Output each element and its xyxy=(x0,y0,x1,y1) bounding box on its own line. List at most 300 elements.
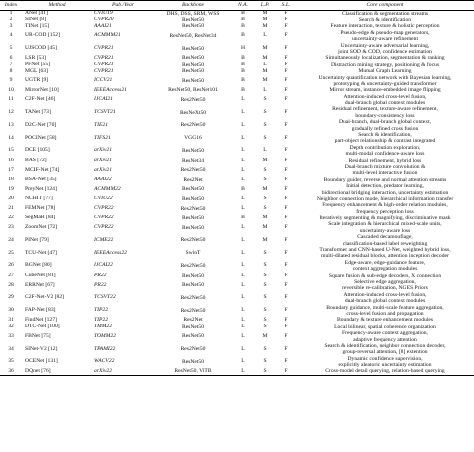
cell-core-component xyxy=(296,145,474,158)
table-row xyxy=(0,368,474,375)
cell-core-component-line: Frequency enhancement & high-order relation modules, xyxy=(322,202,448,209)
cell-index: 11 xyxy=(8,96,14,103)
cell-index: 21 xyxy=(8,204,14,211)
header-method: Method xyxy=(22,1,92,11)
cell-backbone-line: ResNet50 xyxy=(181,358,205,365)
cell-core-component-line: Classification & segmentation streams xyxy=(341,10,429,17)
cell-na: B xyxy=(241,185,245,192)
cell-sl: F xyxy=(284,77,288,84)
cell-method: ERRNet [67] xyxy=(25,281,55,288)
cell-method: FBNet [75] xyxy=(25,332,51,339)
cell-pub-year: WACV22 xyxy=(94,358,115,365)
cell-na: L xyxy=(241,307,245,314)
cell-na: B xyxy=(241,55,245,61)
cell-sl: F xyxy=(284,281,288,288)
cell-backbone-line: ResNet50 xyxy=(181,215,205,222)
cell-backbone-line: ResNet50 xyxy=(181,195,205,202)
header-index: Index xyxy=(0,1,22,11)
cell-backbone xyxy=(154,30,232,43)
cell-lp: S xyxy=(263,323,267,330)
cell-lp: S xyxy=(263,307,267,314)
header-core-component: Core component xyxy=(296,1,474,11)
table-row xyxy=(0,234,474,247)
cell-backbone-line: Res2Net50 xyxy=(180,307,206,314)
cell-backbone-line: ResNet50, ResNet34 xyxy=(169,32,217,39)
cell-lp: M xyxy=(262,215,268,221)
cell-na: L xyxy=(241,294,245,301)
cell-core-component-line: Dynamic confidence supervision, xyxy=(347,355,423,362)
cell-backbone xyxy=(154,292,232,305)
cell-method: DQnet [76] xyxy=(22,368,92,375)
cell-core-component xyxy=(296,368,474,375)
cell-core-component-line: prototyping & uncertainty-guided transformer xyxy=(333,80,437,87)
cell-index: 7 xyxy=(9,61,13,68)
cell-lp: M xyxy=(262,77,268,84)
header-pub-year: Pub./Year xyxy=(92,1,154,11)
cell-core-component-line: Dual-branch, dual-branch global context, xyxy=(338,119,432,126)
table-row xyxy=(0,292,474,305)
table-row xyxy=(0,43,474,56)
cell-lp: S xyxy=(263,134,267,141)
cell-core-component-line: Cascaded decamouflage, xyxy=(357,234,413,241)
cell-core-component-line: context aggregation modules xyxy=(352,266,418,273)
table-row xyxy=(0,119,474,132)
cell-lp: S xyxy=(263,272,267,278)
cell-backbone-line: Res2Net xyxy=(183,317,203,324)
cell-lp: M xyxy=(262,236,268,243)
table-row xyxy=(0,10,474,17)
cell-backbone xyxy=(154,132,232,145)
cell-backbone-line: ResNet50 xyxy=(181,186,205,193)
cell-backbone xyxy=(154,106,232,119)
table-row xyxy=(0,183,474,196)
cell-core-component-line: multi-modal confidence-aware loss xyxy=(345,151,425,158)
cell-sl: F xyxy=(284,294,288,301)
cell-index: 18 xyxy=(8,176,14,183)
cell-backbone xyxy=(154,234,232,247)
cell-core-component-line: Uncertainty quantification network with Bayesian learning, xyxy=(318,74,452,81)
table-row xyxy=(0,75,474,88)
cell-lp: M xyxy=(262,45,268,52)
cell-core-component xyxy=(296,94,474,107)
cell-index: 28 xyxy=(8,281,14,288)
cell-core-component xyxy=(296,202,474,215)
cell-na: B xyxy=(241,87,245,93)
cell-core-component-line: group-reversal attention, [8] extention xyxy=(342,349,428,356)
cell-index: 12 xyxy=(8,109,14,116)
cell-method: POCINet [58] xyxy=(25,134,57,141)
cell-backbone xyxy=(154,368,232,375)
cell-lp: M xyxy=(262,185,268,192)
cell-lp: S xyxy=(263,109,267,116)
cell-sl: F xyxy=(284,195,288,202)
table-row xyxy=(0,145,474,158)
cell-lp: S xyxy=(263,176,267,183)
cell-method: MCIF-Net [74] xyxy=(25,166,60,173)
cell-backbone-line: ResNet50 xyxy=(181,333,205,340)
cell-index: 29 xyxy=(8,294,14,301)
cell-lp: M xyxy=(262,157,268,163)
cell-backbone-line: ResNet50 xyxy=(181,16,205,23)
cell-method: BSA-Net [35] xyxy=(25,176,57,183)
header-lp: L.P. xyxy=(254,1,276,11)
cell-index: 35 xyxy=(8,358,14,365)
cell-core-component-line: multi-level interactive fusion xyxy=(352,170,418,177)
cell-core-component-line: Local bilinear, spatial coherence organization xyxy=(334,323,436,330)
cell-pub-year: AAAI21 xyxy=(94,23,112,29)
cell-core-component xyxy=(296,75,474,88)
cell-sl: F xyxy=(284,45,288,52)
cell-sl: F xyxy=(284,262,288,269)
cell-lp: S xyxy=(263,317,267,323)
cell-backbone-line: ResNet50, ViTB xyxy=(174,368,212,375)
cell-index: 33 xyxy=(8,332,14,339)
cell-core-component-line: Edge-aware, edge-guidance feature, xyxy=(344,259,426,266)
cell-index: 3 xyxy=(9,23,13,29)
cell-sl: F xyxy=(284,166,288,173)
cell-pub-year: TIE21 xyxy=(94,121,108,128)
cell-sl: F xyxy=(284,147,288,154)
cell-na: B xyxy=(241,68,245,74)
cell-na: L xyxy=(241,281,245,288)
cell-method: PreyNet [124] xyxy=(25,185,57,192)
cell-core-component-line: Search & identification, xyxy=(358,132,412,139)
cell-sl: F xyxy=(284,23,288,29)
cell-backbone xyxy=(154,260,232,273)
cell-core-component-line: joint SOD & COD, confidence estimation xyxy=(338,48,432,55)
cell-sl: F xyxy=(284,32,288,39)
table-row xyxy=(0,330,474,343)
cell-core-component-line: bidirectional bridging interaction, uncertainty estimation xyxy=(321,189,449,196)
cell-core-component-line: uncertainty-aware loss xyxy=(359,227,411,234)
cell-pub-year: CVPR21 xyxy=(94,61,114,68)
cell-pub-year: TMM22 xyxy=(94,323,113,330)
cell-index: 20 xyxy=(8,195,14,202)
cell-pub-year: CVIU19 xyxy=(94,10,113,16)
cell-method: FindNet [127] xyxy=(25,317,57,323)
cell-backbone-line: ResNet50 xyxy=(181,224,205,231)
cell-core-component-line: Residual refinement, texture-aware refinement, xyxy=(332,106,438,113)
cell-lp: S xyxy=(263,262,267,269)
cell-backbone xyxy=(154,356,232,369)
cell-lp: M xyxy=(262,55,268,61)
cell-sl: F xyxy=(284,249,288,256)
cell-sl: F xyxy=(284,185,288,192)
table-row xyxy=(0,343,474,356)
cell-method: MirrorNet [10] xyxy=(25,87,59,93)
cell-backbone xyxy=(154,247,232,260)
cell-core-component-line: Mirror stream, instance-embedded image flipping xyxy=(329,87,441,94)
cell-pub-year: CVPR20 xyxy=(94,16,114,23)
cell-backbone-line: ResNet50 xyxy=(181,61,205,68)
cell-lp: L xyxy=(263,87,267,93)
cell-backbone-line: Res2Net xyxy=(183,176,203,183)
cell-na: L xyxy=(232,368,254,375)
cell-core-component-line: Simultaneously localization, segmentation & ranking xyxy=(325,55,445,62)
cell-na: L xyxy=(241,236,245,243)
cell-index: 30 xyxy=(8,307,14,314)
cell-core-component xyxy=(296,183,474,196)
cell-core-component-line: Transformer and CNN-based U-Net, weighted hybrid loss, xyxy=(319,247,451,254)
cell-lp: S xyxy=(254,368,276,375)
table-row xyxy=(0,247,474,260)
cell-na: L xyxy=(241,157,245,163)
cell-pub-year: TOMM22 xyxy=(94,332,116,339)
cell-core-component-line: Attention-induced cross-level fusion, xyxy=(343,93,427,100)
cell-pub-year: arXiv22 xyxy=(92,368,154,375)
cell-core-component-line: Distraction mining strategy, positioning & focus xyxy=(330,61,440,68)
table-row xyxy=(0,132,474,145)
cell-core-component-line: Boundary & texture enhancement modules xyxy=(337,317,433,324)
cell-core-component-line: gradually refined cross fusion xyxy=(351,125,419,132)
cell-core-component-line: frequency perception loss xyxy=(356,208,414,215)
table-row xyxy=(0,106,474,119)
cell-method: C2F-Net-V2 [82] xyxy=(25,294,64,301)
table-row xyxy=(0,164,474,177)
cell-backbone-line: ResNet50 xyxy=(181,77,205,84)
cell-backbone-line: ResNeXt50 xyxy=(179,109,207,116)
cell-sl: F xyxy=(284,109,288,116)
cell-sl: F xyxy=(284,134,288,141)
cell-method: FAP-Net [83] xyxy=(25,307,56,314)
cell-index: 13 xyxy=(8,121,14,128)
cell-core-component-line: Selective edge aggregation, xyxy=(354,279,416,285)
header-sl: S.L. xyxy=(276,1,296,11)
cell-core-component xyxy=(296,343,474,356)
cell-pub-year: IJCAI21 xyxy=(94,96,113,103)
cell-pub-year: ICME22 xyxy=(94,236,114,243)
cell-na: L xyxy=(241,176,245,183)
cell-pub-year: arXiv21 xyxy=(94,166,113,173)
cell-core-component-line: classification-based label reweighting xyxy=(342,240,428,247)
cell-index: 25 xyxy=(8,249,14,256)
cell-na: L xyxy=(241,224,245,231)
cell-index: 10 xyxy=(8,87,14,93)
cell-backbone-line: ResNet50 xyxy=(181,323,205,330)
cell-lp: M xyxy=(262,332,268,339)
cell-na: L xyxy=(241,262,245,269)
cell-core-component-line: Depth contribution exploration, xyxy=(349,144,421,151)
cell-method: SINet [8] xyxy=(25,16,46,23)
table-row xyxy=(0,202,474,215)
cell-core-component-line: Scale integration & hierarchical mixed-scale units, xyxy=(328,221,442,228)
cell-lp: S xyxy=(263,345,267,352)
cell-method: BAS [72] xyxy=(25,157,47,163)
cell-core-component-line: Pseudo-edge & pseudo-map generators, xyxy=(340,29,430,36)
cell-backbone-line: Res2Net50 xyxy=(180,237,206,244)
cell-backbone xyxy=(154,279,232,292)
cell-lp: S xyxy=(263,294,267,301)
cell-backbone-line: ResNet50 xyxy=(181,55,205,62)
cell-method: FEMNet [78] xyxy=(25,204,56,211)
cell-index: 23 xyxy=(8,224,14,231)
cell-lp: S xyxy=(263,204,267,211)
cell-na: L xyxy=(241,249,245,256)
cell-na: L xyxy=(241,166,245,173)
cell-core-component-line: Iteratively segmenting & magnifying, discriminative mask xyxy=(319,215,451,222)
cell-core-component-line: Mutual Graph Learning xyxy=(358,68,412,75)
cell-sl: F xyxy=(284,176,288,183)
cell-backbone-line: Res2Net50 xyxy=(180,96,206,103)
cell-index: 6 xyxy=(9,55,13,61)
cell-core-component xyxy=(296,221,474,234)
table-row xyxy=(0,305,474,318)
cell-method: D2C-Net [70] xyxy=(25,121,57,128)
cell-pub-year: CVIU22 xyxy=(94,195,113,202)
table-body xyxy=(0,10,474,375)
cell-backbone-line: ResNet50 xyxy=(181,68,205,75)
cell-na: B xyxy=(241,32,245,39)
cell-pub-year: CVPR21 xyxy=(94,68,114,74)
cell-method: CubeNet [81] xyxy=(25,272,56,278)
cell-na: L xyxy=(241,272,245,278)
cell-backbone-line: ResNet50 xyxy=(181,282,205,289)
cell-backbone-line: ResNet34 xyxy=(181,157,205,164)
cell-pub-year: PR22 xyxy=(94,281,107,288)
cell-backbone xyxy=(154,305,232,318)
cell-na: B xyxy=(241,10,245,16)
cell-core-component xyxy=(296,305,474,318)
cell-pub-year: TIFS21 xyxy=(94,134,111,141)
cell-na: L xyxy=(241,96,245,103)
cell-core-component-line: Uncertainty-aware adversarial learning, xyxy=(340,42,430,49)
table-row xyxy=(0,221,474,234)
cell-na: L xyxy=(241,109,245,116)
table-row xyxy=(0,30,474,43)
cell-pub-year: CVPR22 xyxy=(94,224,114,231)
cell-core-component-line: cross-level fusion and propagation xyxy=(346,310,424,317)
cell-pub-year: arXiv21 xyxy=(94,157,113,163)
cell-backbone-line: Res2Net50 xyxy=(180,294,206,301)
cell-pub-year: AAAI22 xyxy=(94,176,112,183)
header-backbone: Backbone xyxy=(154,1,232,11)
cell-core-component-line: Attention-induced cross-level fusion, xyxy=(343,291,427,298)
cell-na: L xyxy=(241,332,245,339)
cell-lp: S xyxy=(263,96,267,103)
cell-pub-year: CVPR21 xyxy=(94,45,114,52)
cell-sl: F xyxy=(284,87,288,93)
cell-index: 22 xyxy=(8,215,14,221)
cell-sl: F xyxy=(284,358,288,365)
cell-method: NCHIT [77] xyxy=(25,195,53,202)
cell-pub-year: TPAMI22 xyxy=(94,345,116,352)
cell-pub-year: CVPR22 xyxy=(94,215,114,221)
cell-pub-year: TIP22 xyxy=(94,307,108,314)
cell-backbone xyxy=(154,343,232,356)
cell-lp: L xyxy=(263,147,267,154)
cell-core-component xyxy=(296,119,474,132)
cell-na: B xyxy=(241,16,245,23)
cell-core-component xyxy=(296,292,474,305)
cell-pub-year: TIP22 xyxy=(94,317,108,323)
cell-method: PINet [79] xyxy=(25,236,49,243)
cell-core-component xyxy=(296,43,474,56)
cell-core-component xyxy=(296,260,474,273)
cell-core-component-line: reversible re-calibration, NGES Priors xyxy=(342,285,428,292)
cell-lp: M xyxy=(262,16,268,23)
table-row xyxy=(0,260,474,273)
cell-sl: F xyxy=(284,272,288,278)
cell-core-component xyxy=(296,279,474,292)
cell-core-component-line: uncertainty-aware refinement xyxy=(352,36,418,43)
cell-backbone-line: ResNet50, ResNet101 xyxy=(168,87,218,94)
cell-core-component xyxy=(296,356,474,369)
cell-sl: F xyxy=(284,307,288,314)
cell-index: 14 xyxy=(8,134,14,141)
cell-index: 31 xyxy=(8,317,14,323)
cell-backbone xyxy=(154,330,232,343)
cell-core-component-line: adaptive frequency attention xyxy=(353,336,417,343)
cell-index: 5 xyxy=(9,45,13,52)
cell-index: 32 xyxy=(8,323,14,330)
cell-pub-year: IEEEAccess22 xyxy=(94,249,127,256)
cell-na: L xyxy=(241,345,245,352)
cell-method: UR-COD [152] xyxy=(25,32,60,39)
cell-na: L xyxy=(241,121,245,128)
cell-method: MGL [63] xyxy=(25,68,48,74)
cell-backbone-line: Res2Net50 xyxy=(180,122,206,129)
cell-method: TANet [73] xyxy=(25,109,51,116)
cell-backbone-line: ResNet50 xyxy=(181,23,205,30)
cell-core-component-line: dual-branch global context modules xyxy=(344,298,426,305)
cell-sl: F xyxy=(284,317,288,323)
cell-core-component-line: Boundary guidance, multi-scale feature aggregation, xyxy=(326,304,444,311)
cell-backbone xyxy=(154,119,232,132)
cell-index: 4 xyxy=(9,32,13,39)
cell-lp: S xyxy=(263,121,267,128)
cell-na: L xyxy=(241,134,245,141)
cell-method: TCU-Net [47] xyxy=(25,249,57,256)
cell-core-component-line: Square fusion & sub-edge decoders, X connection xyxy=(328,272,442,279)
cell-method: SINet-V2 [12] xyxy=(25,345,58,352)
cell-sl: F xyxy=(284,345,288,352)
cell-pub-year: CVPR21 xyxy=(94,55,114,61)
cell-sl: F xyxy=(284,10,288,16)
cell-na: L xyxy=(241,358,245,365)
cell-core-component-line: Search & identification, neighbor connection decoder, xyxy=(324,342,446,349)
cell-lp: S xyxy=(263,281,267,288)
cell-core-component-line: Search & identification xyxy=(358,16,412,23)
cell-pub-year: TCSVT21 xyxy=(94,109,116,116)
cell-core-component-line: Cross-model detail querying, relation-based querying xyxy=(325,368,445,375)
cell-na: L xyxy=(241,147,245,154)
cell-index: 24 xyxy=(8,236,14,243)
cell-lp: L xyxy=(263,61,267,68)
cell-na: B xyxy=(241,215,245,221)
cell-core-component-line: dual-branch global context modules xyxy=(344,100,426,107)
cell-core-component-line: boundary-consistency loss xyxy=(355,112,415,119)
table-header-row xyxy=(0,1,474,11)
cell-index: 17 xyxy=(8,166,14,173)
cell-backbone-line: Res2Net50 xyxy=(180,205,206,212)
cell-index: 15 xyxy=(8,147,14,154)
cell-lp: S xyxy=(263,195,267,202)
cell-method: ZoomNet [72] xyxy=(25,224,58,231)
cell-na: L xyxy=(241,317,245,323)
cell-na: B xyxy=(241,61,245,68)
cell-index: 19 xyxy=(8,185,14,192)
cell-backbone xyxy=(154,221,232,234)
cell-lp: S xyxy=(263,166,267,173)
header-na: N.A. xyxy=(232,1,254,11)
cell-method: DCE [105] xyxy=(25,147,50,154)
cell-method: TINet [15] xyxy=(25,23,50,29)
cell-method: SegMaR [84] xyxy=(25,215,56,221)
cell-method: UJSCOD [45] xyxy=(25,45,57,52)
cell-index: 34 xyxy=(8,345,14,352)
cell-method: OCENet [131] xyxy=(25,358,58,365)
cell-method: BGNet [80] xyxy=(25,262,52,269)
